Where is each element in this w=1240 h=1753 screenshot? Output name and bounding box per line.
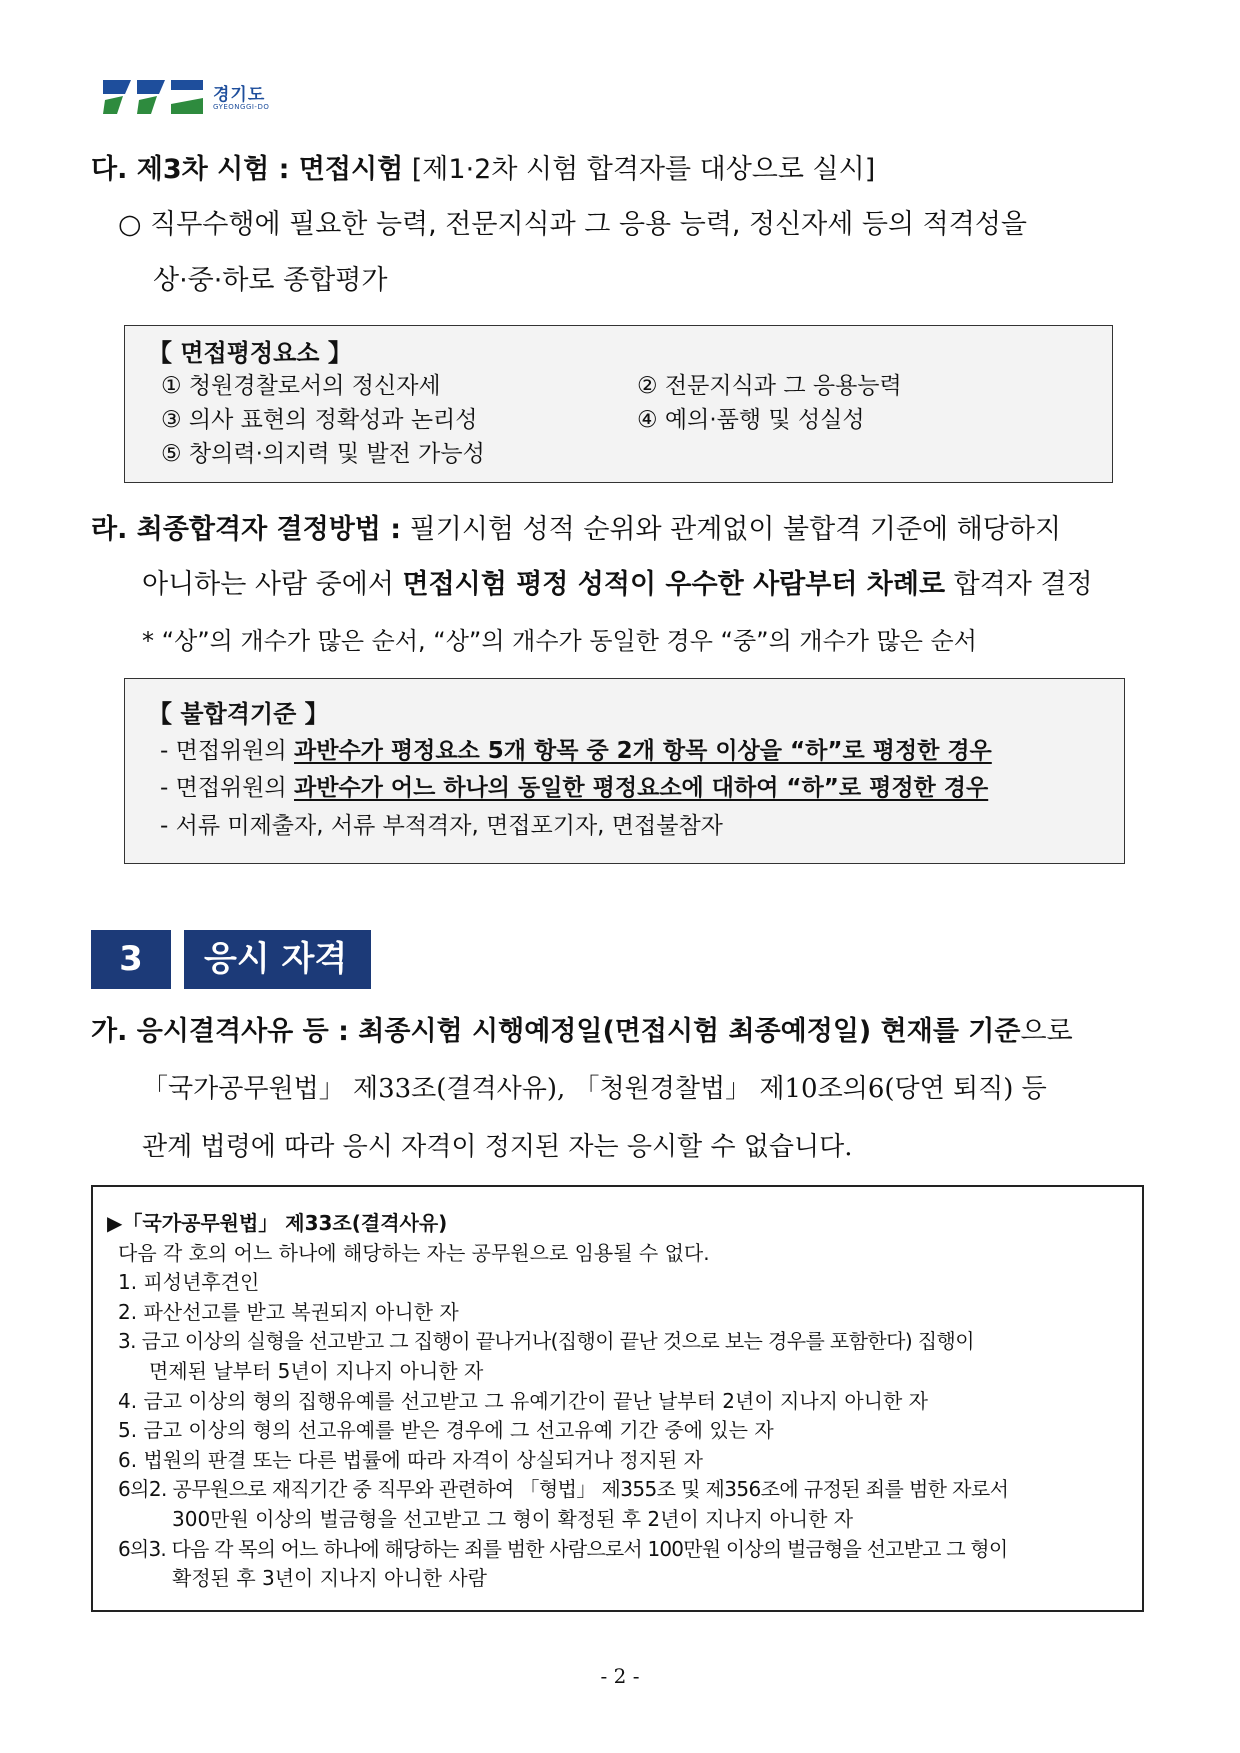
law-excerpt-title: ▶「국가공무원법」 제33조(결격사유) [107,1211,448,1235]
fail-criteria-line1 [160,736,992,766]
section-ga-heading-bold: 가. 응시결격사유 등 : 최종시험 시행예정일(면접시험 최종예정일) 현재를 기준 [91,1016,1021,1047]
law-line: 300만원 이상의 벌금형을 선고받고 그 형이 확정된 후 2년이 지나지 아니한 자 [172,1507,854,1531]
law-line: 6의2. 공무원으로 재직기간 중 직무와 관련하여 「형법」 제355조 및 제356조에 규정된 죄를 범한 자로서 [118,1477,1009,1501]
law-excerpt-box [91,1185,1144,1612]
law-line: 1. 피성년후견인 [118,1270,260,1294]
section-ra-line2 [142,568,1093,602]
logo-text-en: GYEONGGI-DO [213,103,270,111]
gyeonggi-logo [103,80,273,120]
fail-criteria-title: 【 불합격기준 】 [148,700,329,728]
fail-criteria-line1-underlined: 과반수가 평정요소 5개 항목 중 2개 항목 이상을 “하”로 평정한 경우 [294,738,992,764]
section-da-heading [91,153,875,187]
section-ra-heading [91,513,1061,547]
interview-criteria-title: 【 면접평정요소 】 [148,339,352,367]
criteria-item: ③ 의사 표현의 정확성과 논리성 [161,407,478,433]
fail-criteria-line2-underlined: 과반수가 어느 하나의 동일한 평정요소에 대하여 “하”로 평정한 경우 [294,775,989,801]
law-line: 면제된 날부터 5년이 지나지 아니한 자 [149,1359,484,1383]
fail-criteria-line1-pre: - 면접위원의 [160,738,295,764]
fail-criteria-line2 [160,773,988,803]
section-da-bullet-line1: ○ 직무수행에 필요한 능력, 전문지식과 그 응용 능력, 정신자세 등의 적격성을 [118,209,1028,240]
law-line: 5. 금고 이상의 형의 선고유예를 받은 경우에 그 선고유예 기간 중에 있는 자 [118,1418,774,1442]
fail-criteria-line2-pre: - 면접위원의 [160,775,295,801]
section-ga-line3: 관계 법령에 따라 응시 자격이 정지된 자는 응시할 수 없습니다. [142,1132,853,1162]
section-ra-heading-bold: 라. 최종합격자 결정방법 : [91,514,402,545]
section-3-title: 응시 자격 [184,930,371,989]
page-number: - 2 - [600,1664,640,1688]
law-line: 다음 각 호의 어느 하나에 해당하는 자는 공무원으로 임용될 수 없다. [118,1241,710,1265]
section-da-heading-bold: 다. 제3차 시험 : 면접시험 [91,154,404,185]
fail-criteria-box [124,678,1125,864]
section-3-number: 3 [91,930,171,989]
section-ra-line2-pre: 아니하는 사람 중에서 [142,569,403,600]
law-line: 6의3. 다음 각 목의 어느 하나에 해당하는 죄를 범한 사람으로서 100만원 이상의 벌금형을 선고받고 그 형이 [118,1537,1008,1561]
section-ra-note: * “상”의 개수가 많은 순서, “상”의 개수가 동일한 경우 “중”의 개수가 많은 순서 [142,627,977,655]
criteria-item: ⑤ 창의력·의지력 및 발전 가능성 [161,441,485,467]
law-line: 2. 파산선고를 받고 복권되지 아니한 자 [118,1300,459,1324]
criteria-item: ④ 예의·품행 및 성실성 [637,407,865,433]
fail-criteria-line3: - 서류 미제출자, 서류 부적격자, 면접포기자, 면접불참자 [160,813,723,839]
section-da-bullet-line2: 상·중·하로 종합평가 [153,265,388,296]
criteria-item: ② 전문지식과 그 응용능력 [637,373,902,399]
criteria-item: ① 청원경찰로서의 정신자세 [161,373,441,399]
logo-text-ko: 경기도 [213,85,266,105]
law-line: 4. 금고 이상의 형의 집행유예를 선고받고 그 유예기간이 끝난 날부터 2년이 지나지 아니한 자 [118,1389,928,1413]
section-ga-line2: 「국가공무원법」 제33조(결격사유), 「청원경찰법」 제10조의6(당연 퇴직) 등 [142,1074,1047,1104]
interview-criteria-box [124,325,1113,483]
gyeonggi-logo-mark-icon [103,80,203,114]
section-ra-heading-rest: 필기시험 성적 순위와 관계없이 불합격 기준에 해당하지 [401,514,1062,545]
law-line: 3. 금고 이상의 실형을 선고받고 그 집행이 끝나거나(집행이 끝난 것으로 보는 경우를 포함한다) 집행이 [118,1329,974,1353]
section-ga-heading [91,1015,1073,1049]
law-line: 확정된 후 3년이 지나지 아니한 사람 [172,1566,487,1590]
section-ga-heading-rest: 으로 [1020,1016,1073,1047]
section-ra-line2-post: 합격자 결정 [945,569,1093,600]
section-da-heading-rest: [제1·2차 시험 합격자를 대상으로 실시] [403,154,876,185]
law-line: 6. 법원의 판결 또는 다른 법률에 따라 자격이 상실되거나 정지된 자 [118,1448,703,1472]
section-ra-line2-bold: 면접시험 평정 성적이 우수한 사람부터 차례로 [402,569,946,600]
